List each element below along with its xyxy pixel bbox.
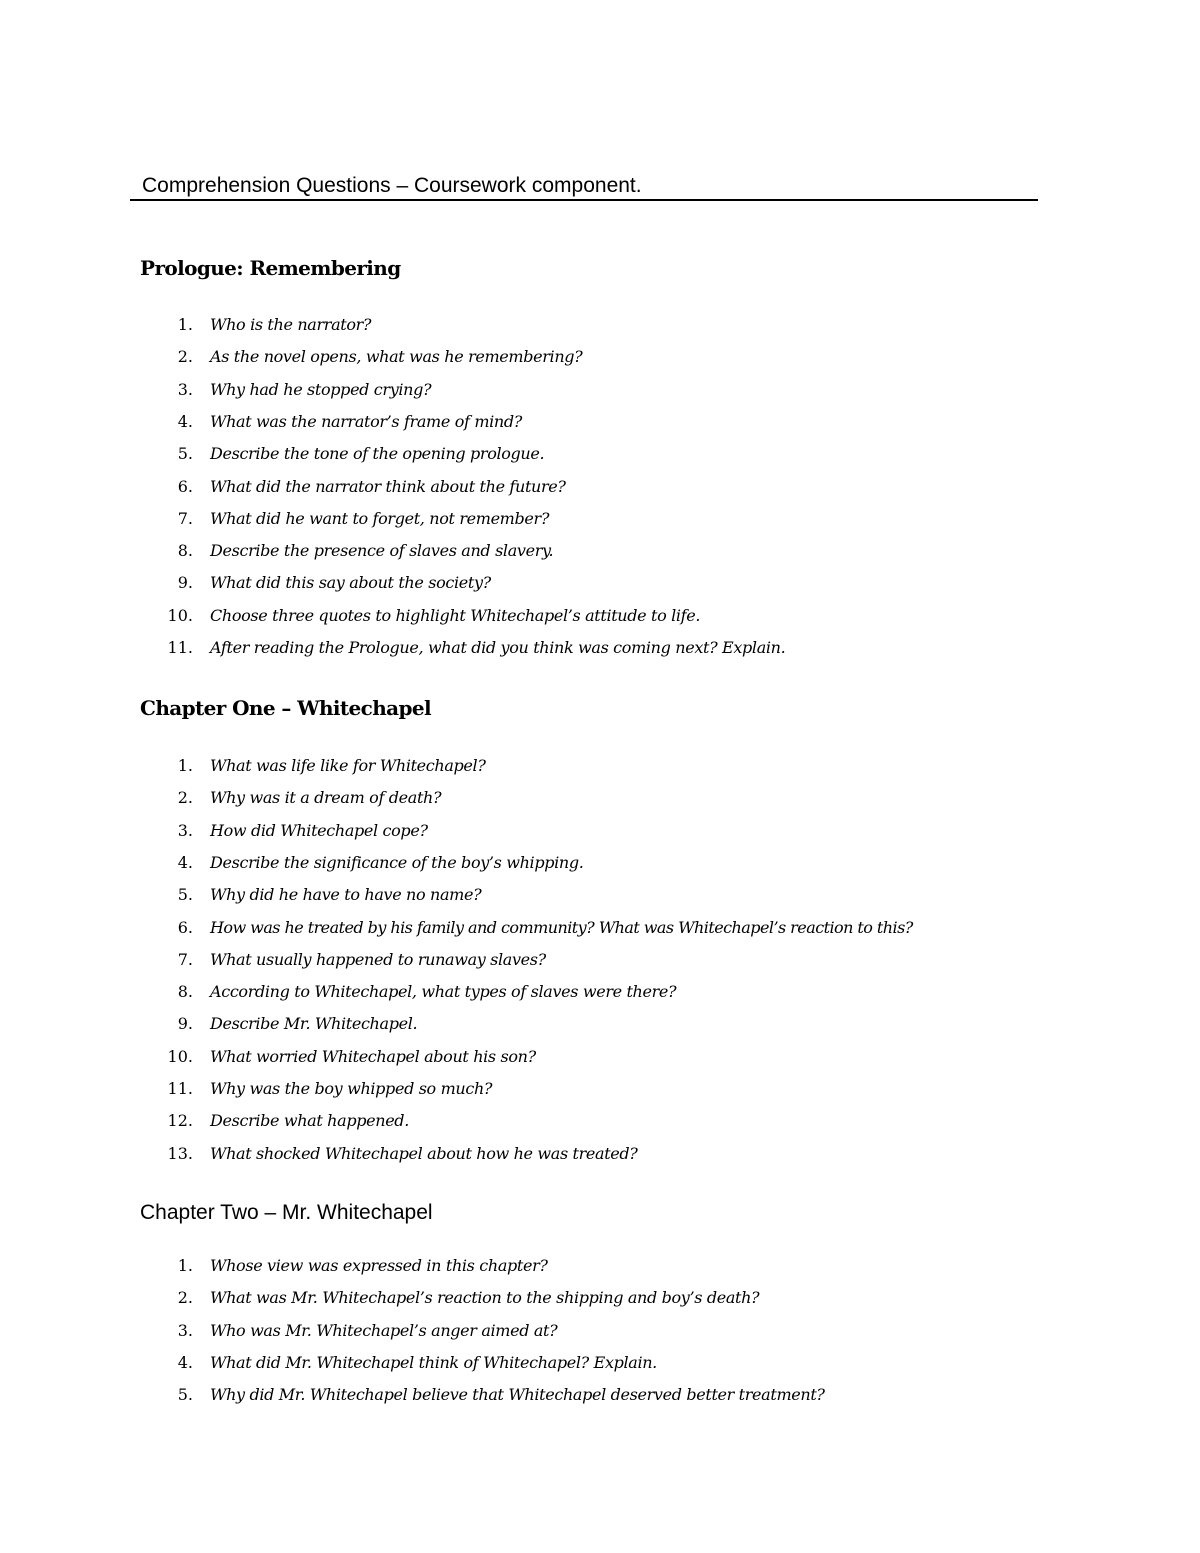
- question-number: 5.: [177, 1385, 193, 1405]
- question-item: [0, 881, 1200, 909]
- question-text: Describe the tone of the opening prologue.: [210, 444, 545, 464]
- question-number: 6.: [177, 917, 193, 937]
- question-text: Why had he stopped crying?: [210, 379, 432, 399]
- question-item: [0, 1317, 1200, 1345]
- question-item: [0, 602, 1200, 630]
- question-text: Why was it a dream of death?: [210, 788, 442, 808]
- question-number: 6.: [177, 476, 193, 496]
- question-text: What shocked Whitechapel about how he was treated?: [210, 1143, 638, 1163]
- question-number: 3.: [177, 1320, 193, 1340]
- question-text: What worried Whitechapel about his son?: [210, 1046, 536, 1066]
- question-item: [0, 1075, 1200, 1103]
- question-text: Describe the presence of slaves and slavery.: [210, 541, 554, 561]
- question-item: [0, 1140, 1200, 1168]
- question-item: [0, 1043, 1200, 1071]
- question-number: 4.: [177, 852, 193, 872]
- question-text: After reading the Prologue, what did you think was coming next? Explain.: [210, 638, 786, 657]
- question-text: What did he want to forget, not remember?: [210, 508, 550, 528]
- question-item: [0, 343, 1200, 371]
- question-text: What was life like for Whitechapel?: [210, 756, 486, 775]
- section-heading: Prologue: Remembering: [140, 256, 401, 280]
- question-text: What did this say about the society?: [210, 573, 491, 593]
- question-number: 2.: [177, 1288, 193, 1308]
- question-text: Why did he have to have no name?: [210, 885, 482, 905]
- title-underline: [130, 199, 1038, 201]
- question-number: 8.: [177, 541, 193, 561]
- question-item: [0, 440, 1200, 468]
- question-item: [0, 408, 1200, 436]
- question-item: [0, 752, 1200, 780]
- question-item: [0, 376, 1200, 404]
- question-number: 3.: [177, 820, 193, 840]
- question-text: Whose view was expressed in this chapter?: [210, 1256, 548, 1275]
- question-text: Why was the boy whipped so much?: [210, 1079, 493, 1098]
- question-number: 9.: [177, 573, 193, 593]
- question-number: 11.: [167, 638, 193, 657]
- question-item: [0, 569, 1200, 597]
- question-text: Describe Mr. Whitechapel.: [210, 1014, 418, 1034]
- question-number: 3.: [177, 379, 193, 399]
- question-text: What was Mr. Whitechapel’s reaction to the shipping and boy’s death?: [210, 1288, 760, 1308]
- question-number: 5.: [177, 885, 193, 905]
- question-item: [0, 978, 1200, 1006]
- question-text: As the novel opens, what was he remembering?: [210, 347, 583, 367]
- question-item: [0, 634, 1200, 662]
- question-text: Who is the narrator?: [210, 315, 372, 334]
- question-item: [0, 1107, 1200, 1135]
- question-text: Describe the significance of the boy’s whipping.: [210, 852, 584, 872]
- question-item: [0, 914, 1200, 942]
- question-number: 9.: [177, 1014, 193, 1034]
- question-text: According to Whitechapel, what types of slaves were there?: [210, 982, 677, 1002]
- question-text: Why did Mr. Whitechapel believe that Whitechapel deserved better treatment?: [210, 1385, 825, 1405]
- question-text: What did Mr. Whitechapel think of Whitechapel? Explain.: [210, 1352, 657, 1372]
- question-number: 8.: [177, 982, 193, 1002]
- question-item: [0, 537, 1200, 565]
- question-item: [0, 311, 1200, 339]
- question-number: 4.: [177, 1352, 193, 1372]
- question-text: How was he treated by his family and community? What was Whitechapel’s reaction to this?: [210, 917, 913, 937]
- question-text: What was the narrator’s frame of mind?: [210, 411, 522, 431]
- question-text: Choose three quotes to highlight Whitechapel’s attitude to life.: [210, 605, 701, 625]
- document-title: Comprehension Questions – Coursework component.: [142, 174, 642, 197]
- question-number: 1.: [177, 756, 193, 775]
- question-item: [0, 1010, 1200, 1038]
- question-number: 10.: [167, 605, 193, 625]
- question-text: Describe what happened.: [210, 1111, 409, 1131]
- question-item: [0, 1349, 1200, 1377]
- question-item: [0, 1284, 1200, 1312]
- question-number: 11.: [167, 1079, 193, 1098]
- question-number: 2.: [177, 347, 193, 367]
- question-item: [0, 946, 1200, 974]
- question-item: [0, 784, 1200, 812]
- section-heading: Chapter One – Whitechapel: [140, 696, 432, 720]
- question-number: 12.: [167, 1111, 193, 1131]
- question-item: [0, 1252, 1200, 1280]
- question-number: 13.: [167, 1143, 193, 1163]
- question-text: Who was Mr. Whitechapel’s anger aimed at?: [210, 1320, 558, 1340]
- question-number: 7.: [177, 949, 193, 969]
- question-item: [0, 1381, 1200, 1409]
- question-number: 5.: [177, 444, 193, 464]
- question-number: 4.: [177, 411, 193, 431]
- question-text: How did Whitechapel cope?: [210, 820, 428, 840]
- question-text: What usually happened to runaway slaves?: [210, 949, 546, 969]
- question-text: What did the narrator think about the future?: [210, 476, 566, 496]
- question-number: 1.: [177, 1256, 193, 1275]
- question-item: [0, 473, 1200, 501]
- question-item: [0, 849, 1200, 877]
- question-number: 10.: [167, 1046, 193, 1066]
- question-number: 2.: [177, 788, 193, 808]
- question-number: 7.: [177, 508, 193, 528]
- question-number: 1.: [177, 315, 193, 334]
- section-heading: Chapter Two – Mr. Whitechapel: [140, 1201, 433, 1224]
- question-item: [0, 505, 1200, 533]
- question-item: [0, 817, 1200, 845]
